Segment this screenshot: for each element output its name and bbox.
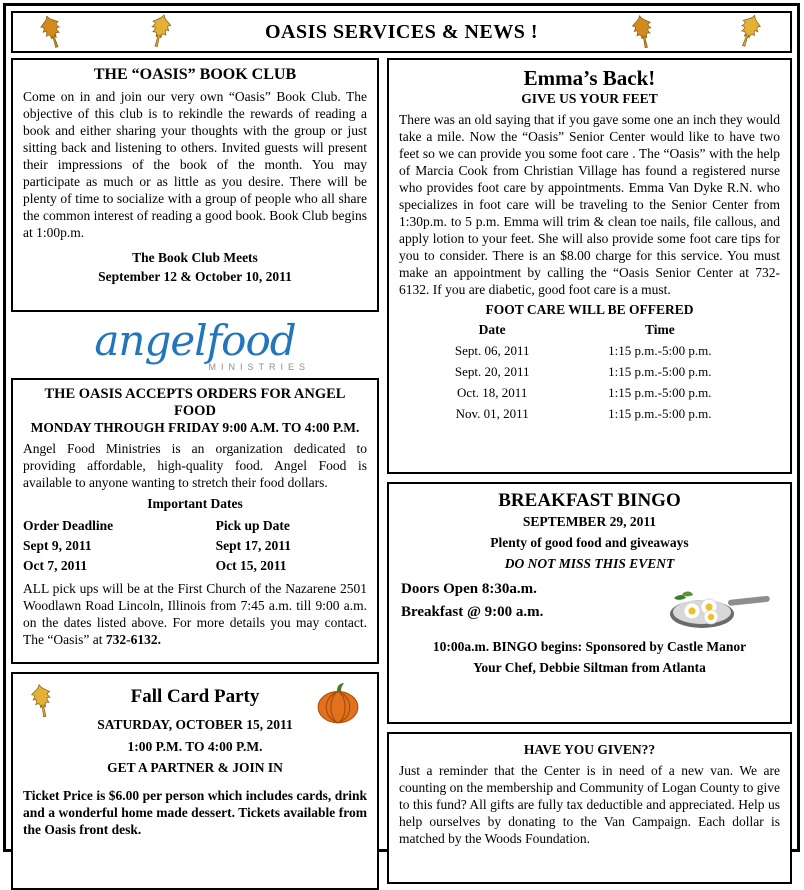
emmas-back-section <box>387 58 792 474</box>
page-title: OASIS SERVICES & NEWS ! <box>264 20 539 43</box>
angel-food-hours: MONDAY THROUGH FRIDAY 9:00 A.M. TO 4:00 P.M. <box>30 420 360 435</box>
emmas-back-body: There was an old saying that if you gave some one an inch they would take a mile. Now the “Oasis” Senior Center would like to have two feet so we can provide you some foot care . The “Oasis” with the help of Marcia Cook from Christian Village has found a registered nurse who provides foot care by appointments. Emma Van Dyke R.N. who specializes in foot care will be traveling to the Senior Center from 1:30p.m. to 5 p.m. Emma will trim & clean toe nails, file callous, and apply lotion to your feet. She will also provide some foot care tips for you to consider. There is an $8.00 charge for this service. You must make an appointment by calling the “Oasis Senior Center at 732-6132. If you are diabetic, good foot care is a must. <box>399 112 780 297</box>
column-header-pickup-date: Pick up Date <box>215 517 290 533</box>
angel-food-dates-table <box>23 516 367 576</box>
bingo-doors-open: Doors Open 8:30a.m. <box>401 580 537 597</box>
fall-card-party-section <box>11 672 379 890</box>
date-cell: Sept. 20, 2011 <box>454 363 530 379</box>
time-cell: 1:15 p.m.-5:00 p.m. <box>608 405 712 421</box>
angel-food-body: Angel Food Ministries is an organization dedicated to providing affordable, high-quality food. Angel Food is available to anyone wanting to stretch their food dollars. <box>23 441 367 490</box>
table-row <box>422 382 757 403</box>
book-club-meets-dates: September 12 & October 10, 2011 <box>98 268 292 284</box>
date-cell: Sept. 06, 2011 <box>454 342 530 358</box>
fall-party-tagline: GET A PARTNER & JOIN IN <box>107 760 283 776</box>
book-club-section <box>11 58 379 312</box>
bingo-breakfast-time: Breakfast @ 9:00 a.m. <box>401 603 544 620</box>
breakfast-bingo-title: BREAKFAST BINGO <box>498 490 681 511</box>
bingo-chef-line: Your Chef, Debbie Siltman from Atlanta <box>473 659 706 675</box>
column-header-order-deadline: Order Deadline <box>23 517 114 533</box>
fall-party-body: Ticket Price is $6.00 per person which includes cards, drink and a wonderful home made dessert. Tickets available from the Oasis front desk. <box>23 787 367 837</box>
angel-food-footer-text: ALL pick ups will be at the First Church of the Nazarene 2501 Woodlawn Road Lincoln, Illinois from 7:45 a.m. till 9:00 a.m. on the dates listed above. For more details you may contact. The “Oasis” at <box>23 580 367 647</box>
foot-care-schedule-table <box>422 320 757 424</box>
newsletter-columns <box>6 58 797 890</box>
pickup-date-cell: Sept 17, 2011 <box>215 537 292 553</box>
angel-food-logo-text: angelfood <box>94 316 296 365</box>
angel-food-footer <box>23 580 367 648</box>
autumn-leaf-icon <box>24 682 59 721</box>
newsletter-header <box>11 11 792 53</box>
book-club-body: Come on in and join our very own “Oasis” Book Club. The objective of this club is to rekindle the rewards of reading a book and either sharing your thoughts with the group or just sitting back and listening to others. Invited guests will present their impressions of the book of the month. You may participate as much or as little as you desire. There will be plenty of time to socialize with a group of people who all share the common interest of reading a good book. Book Club begins at 1:00p.m. <box>23 89 367 240</box>
breakfast-bingo-section <box>387 482 792 724</box>
autumn-leaf-icon <box>141 11 178 51</box>
autumn-leaf-icon <box>625 12 661 51</box>
table-row <box>23 556 367 576</box>
angel-food-phone: 732-6132. <box>105 631 161 647</box>
have-you-given-title: HAVE YOU GIVEN?? <box>523 742 656 757</box>
autumn-leaf-icon <box>32 11 71 53</box>
book-club-title: THE “OASIS” BOOK CLUB <box>93 66 297 83</box>
book-club-meets-label: The Book Club Meets <box>132 250 258 265</box>
bingo-date: SEPTEMBER 29, 2011 <box>522 514 657 529</box>
column-header-time: Time <box>644 322 675 337</box>
table-row <box>23 536 367 556</box>
bingo-tagline: Plenty of good food and giveaways <box>490 534 689 550</box>
important-dates-label: Important Dates <box>147 496 243 511</box>
table-header-row <box>422 320 757 340</box>
angel-food-logo <box>11 316 379 376</box>
newsletter-page <box>3 3 800 852</box>
frying-pan-with-eggs-icon <box>668 586 772 632</box>
bingo-begins-line: 10:00a.m. BINGO begins: Sponsored by Castle Manor <box>432 638 747 654</box>
order-deadline-cell: Sept 9, 2011 <box>23 537 92 553</box>
emmas-back-title: Emma’s Back! <box>523 66 656 90</box>
emmas-back-subtitle: GIVE US YOUR FEET <box>521 91 658 106</box>
fall-card-party-title: Fall Card Party <box>130 686 260 707</box>
table-row <box>422 403 757 424</box>
have-you-given-section <box>387 732 792 884</box>
column-header-date: Date <box>478 322 506 337</box>
date-cell: Nov. 01, 2011 <box>455 405 529 421</box>
table-header-row <box>23 516 367 536</box>
pickup-date-cell: Oct 15, 2011 <box>215 557 287 573</box>
table-row <box>422 361 757 382</box>
time-cell: 1:15 p.m.-5:00 p.m. <box>608 384 712 400</box>
foot-care-offer-title: FOOT CARE WILL BE OFFERED <box>485 302 694 317</box>
order-deadline-cell: Oct 7, 2011 <box>23 557 88 573</box>
bingo-warning: DO NOT MISS THIS EVENT <box>504 555 675 571</box>
have-you-given-body: Just a reminder that the Center is in need of a new van. We are counting on the membership and Community of Logan County to give to this fund? All gifts are fully tax deductible and appreciated. Help us help ourselves by donating to the Van Campaign. Each dollar is matched by the Woods Foundation. <box>399 763 780 846</box>
left-column <box>11 58 379 890</box>
fall-party-time: 1:00 P.M. TO 4:00 P.M. <box>127 738 263 754</box>
right-column <box>387 58 792 890</box>
angel-food-heading: THE OASIS ACCEPTS ORDERS FOR ANGEL FOOD <box>44 386 346 419</box>
pumpkin-icon <box>315 682 361 724</box>
fall-party-date: SATURDAY, OCTOBER 15, 2011 <box>97 717 293 732</box>
date-cell: Oct. 18, 2011 <box>457 384 528 400</box>
angel-food-section <box>11 378 379 664</box>
angel-food-logo-subtext: MINISTRIES <box>208 362 310 372</box>
table-row <box>422 340 757 361</box>
time-cell: 1:15 p.m.-5:00 p.m. <box>608 363 712 379</box>
autumn-leaf-icon <box>729 10 769 52</box>
time-cell: 1:15 p.m.-5:00 p.m. <box>608 342 712 358</box>
